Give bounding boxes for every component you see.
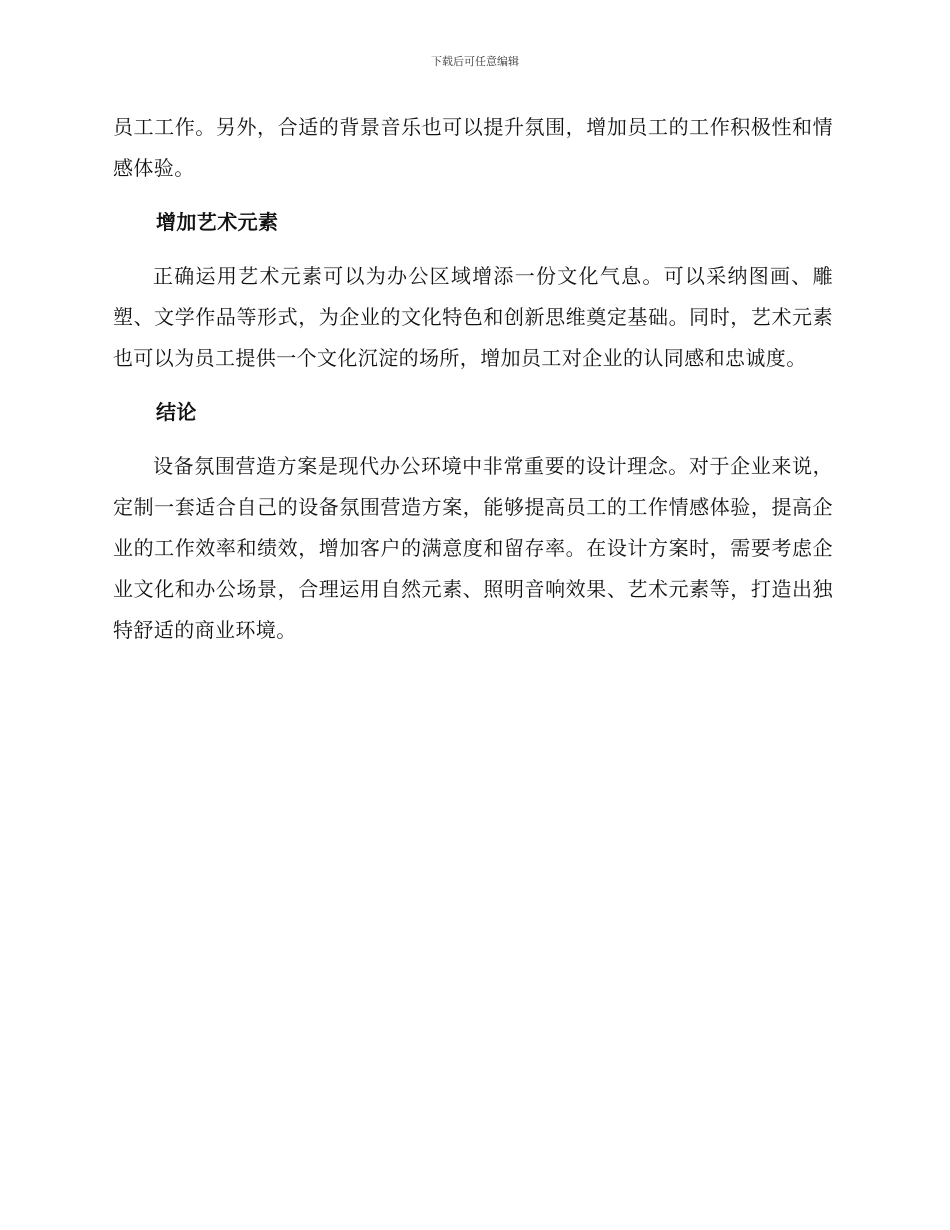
paragraph-conclusion: 设备氛围营造方案是现代办公环境中非常重要的设计理念。对于企业来说，定制一套适合自己的设备氛围营造方案，能够提高员工的工作情感体验，提高企业的工作效率和绩效，增加客户的满意度和留存率。在设计方案时，需要考虑企业文化和办公场景，合理运用自然元素、照明音响效果、艺术元素等，打造出独特舒适的商业环境。 <box>113 454 833 642</box>
page-header: 下载后可任意编辑 <box>431 55 519 68</box>
paragraph-continuation: 员工工作。另外，合适的背景音乐也可以提升氛围，增加员工的工作积极性和情感体验。 <box>113 115 833 180</box>
section-heading-conclusion: 结论 <box>156 400 197 424</box>
section-heading-art-elements: 增加艺术元素 <box>156 210 279 234</box>
document-body <box>113 107 833 651</box>
paragraph-art-elements: 正确运用艺术元素可以为办公区域增添一份文化气息。可以采纳图画、雕塑、文学作品等形式，为企业的文化特色和创新思维奠定基础。同时，艺术元素也可以为员工提供一个文化沉淀的场所，增加员工对企业的认同感和忠诚度。 <box>113 264 833 370</box>
